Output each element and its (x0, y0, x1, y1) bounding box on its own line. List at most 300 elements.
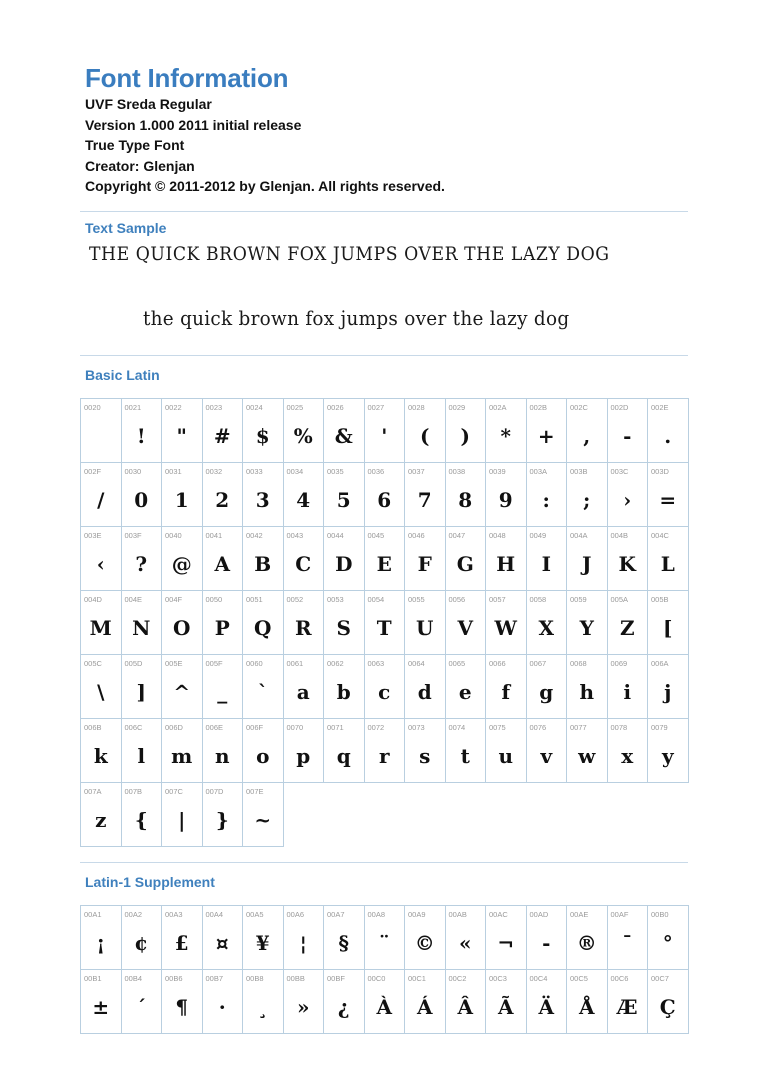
codepoint-label: 00B6 (165, 974, 183, 983)
glyph: x (621, 744, 634, 768)
codepoint-label: 0031 (165, 467, 182, 476)
glyph: ¥ (255, 931, 270, 955)
glyph: V (457, 616, 474, 640)
codepoint-label: 00A7 (327, 910, 345, 919)
glyph-cell (486, 719, 527, 783)
glyph-cell (608, 527, 649, 591)
glyph: e (458, 680, 472, 704)
glyph-cell (81, 719, 122, 783)
glyph: 9 (498, 488, 513, 512)
glyph-cell (648, 719, 689, 783)
codepoint-label: 004B (610, 531, 629, 540)
codepoint-label: 006F (246, 723, 264, 732)
glyph: N (132, 616, 151, 640)
codepoint-label: 00B1 (84, 974, 102, 983)
codepoint-label: 0058 (529, 595, 547, 604)
glyph: X (538, 616, 555, 640)
glyph: ¿ (337, 995, 350, 1019)
glyph-cell (608, 970, 649, 1034)
codepoint-label: 0052 (286, 595, 304, 604)
glyph-cell (405, 399, 446, 463)
glyph: ± (92, 995, 110, 1019)
glyph-cell (486, 906, 527, 970)
glyph: I (541, 552, 551, 576)
glyph: " (176, 424, 187, 448)
codepoint-label: 0020 (84, 403, 101, 412)
codepoint-label: 0063 (367, 659, 385, 668)
codepoint-label: 0070 (286, 723, 304, 732)
glyph-cell (162, 399, 203, 463)
glyph: , (583, 424, 591, 448)
glyph: L (660, 552, 675, 576)
glyph: D (335, 552, 353, 576)
glyph: Â (457, 995, 474, 1019)
codepoint-label: 007A (84, 787, 102, 796)
glyph-cell (527, 970, 568, 1034)
glyph: - (542, 931, 551, 955)
codepoint-label: 00B4 (124, 974, 143, 983)
glyph: Y (579, 616, 594, 640)
glyph-cell (405, 906, 446, 970)
glyph: r (378, 744, 390, 768)
latin1-supplement-heading: Latin-1 Supplement (85, 874, 215, 890)
glyph-cell (527, 463, 568, 527)
glyph-cell (486, 463, 527, 527)
glyph-cell (81, 527, 122, 591)
codepoint-label: 003F (124, 531, 142, 540)
glyph-cell (324, 655, 365, 719)
glyph-cell (284, 655, 325, 719)
glyph: u (498, 744, 514, 768)
codepoint-label: 0029 (448, 403, 466, 412)
glyph: q (336, 744, 351, 768)
codepoint-label: 00A9 (408, 910, 426, 919)
codepoint-label: 00BB (286, 974, 305, 983)
codepoint-label: 0055 (408, 595, 425, 604)
glyph: : (542, 488, 550, 512)
glyph: ° (662, 931, 673, 955)
glyph-cell (486, 655, 527, 719)
glyph-cell (243, 906, 284, 970)
codepoint-label: 0054 (367, 595, 385, 604)
glyph: ¡ (96, 931, 106, 955)
glyph-cell (486, 527, 527, 591)
glyph-cell (648, 906, 689, 970)
glyph: J (582, 552, 592, 576)
codepoint-label: 00C0 (367, 974, 386, 983)
glyph: P (214, 616, 230, 640)
glyph-cell (81, 591, 122, 655)
codepoint-label: 00C6 (610, 974, 629, 983)
glyph-cell (122, 906, 163, 970)
glyph: ` (257, 680, 268, 704)
glyph-cell (365, 970, 406, 1034)
glyph: F (417, 552, 432, 576)
codepoint-label: 002B (529, 403, 548, 412)
codepoint-label: 005A (610, 595, 629, 604)
glyph-cell (162, 906, 203, 970)
glyph: À (376, 995, 393, 1019)
codepoint-label: 00A5 (246, 910, 264, 919)
codepoint-label: 007C (165, 787, 183, 796)
codepoint-label: 002F (84, 467, 102, 476)
glyph: c (378, 680, 391, 704)
font-name: UVF Sreda Regular (85, 96, 212, 112)
glyph-cell (324, 527, 365, 591)
codepoint-label: 0048 (489, 531, 506, 540)
basic-latin-heading: Basic Latin (85, 367, 160, 383)
glyph-cell (122, 655, 163, 719)
glyph-cell (203, 399, 244, 463)
glyph-cell (608, 719, 649, 783)
codepoint-label: 005D (124, 659, 143, 668)
glyph-cell (243, 527, 284, 591)
font-info-block (85, 94, 445, 197)
glyph: C (295, 552, 312, 576)
codepoint-label: 006E (205, 723, 224, 732)
glyph: W (494, 616, 517, 640)
glyph: l (137, 744, 146, 768)
glyph: ¸ (257, 995, 268, 1019)
codepoint-label: 003C (610, 467, 629, 476)
glyph-cell (446, 906, 487, 970)
glyph: ‹ (96, 552, 105, 576)
glyph: \ (97, 680, 105, 704)
glyph: Æ (616, 995, 638, 1019)
codepoint-label: 00C5 (570, 974, 588, 983)
glyph-cell (405, 970, 446, 1034)
codepoint-label: 005C (84, 659, 102, 668)
codepoint-label: 0032 (205, 467, 223, 476)
glyph-cell (567, 527, 608, 591)
glyph-cell (243, 655, 284, 719)
glyph: b (336, 680, 351, 704)
codepoint-label: 0042 (246, 531, 263, 540)
codepoint-label: 0038 (448, 467, 466, 476)
glyph-cell (405, 463, 446, 527)
codepoint-label: 0023 (205, 403, 223, 412)
codepoint-label: 0028 (408, 403, 425, 412)
codepoint-label: 006A (651, 659, 669, 668)
glyph-cell (527, 399, 568, 463)
glyph-cell (567, 906, 608, 970)
codepoint-label: 00AF (610, 910, 629, 919)
codepoint-label: 0071 (327, 723, 344, 732)
glyph-cell (648, 399, 689, 463)
glyph: s (419, 744, 431, 768)
codepoint-label: 00A3 (165, 910, 183, 919)
codepoint-label: 0040 (165, 531, 182, 540)
codepoint-label: 0072 (367, 723, 385, 732)
glyph: 5 (336, 488, 351, 512)
codepoint-label: 002E (651, 403, 669, 412)
glyph-cell (527, 527, 568, 591)
codepoint-label: 00C2 (448, 974, 467, 983)
glyph: d (417, 680, 432, 704)
codepoint-label: 0067 (529, 659, 547, 668)
codepoint-label: 0046 (408, 531, 425, 540)
glyph: { (134, 808, 148, 832)
glyph-cell (243, 463, 284, 527)
glyph-cell (284, 970, 325, 1034)
font-creator: Creator: Glenjan (85, 157, 195, 174)
glyph: G (456, 552, 474, 576)
codepoint-label: 002C (570, 403, 588, 412)
glyph: / (97, 488, 105, 512)
codepoint-label: 00C4 (529, 974, 548, 983)
glyph-cell (284, 906, 325, 970)
glyph-cell (162, 527, 203, 591)
glyph-cell (608, 399, 649, 463)
codepoint-label: 002D (610, 403, 629, 412)
glyph-cell (81, 970, 122, 1034)
sample-uppercase: THE QUICK BROWN FOX JUMPS OVER THE LAZY DOG (89, 244, 610, 265)
glyph: m (171, 744, 193, 768)
glyph-cell (203, 591, 244, 655)
glyph: 8 (458, 488, 473, 512)
glyph: £ (174, 931, 189, 955)
codepoint-label: 0057 (489, 595, 506, 604)
glyph: a (296, 680, 310, 704)
codepoint-label: 0051 (246, 595, 263, 604)
glyph-cell (486, 970, 527, 1034)
glyph: - (623, 424, 632, 448)
codepoint-label: 00A4 (205, 910, 224, 919)
glyph: Ç (659, 995, 676, 1019)
glyph: ^ (173, 680, 191, 704)
font-version: Version 1.000 2011 initial release (85, 116, 302, 133)
glyph: » (297, 995, 310, 1019)
codepoint-label: 004A (570, 531, 588, 540)
glyph-cell (203, 655, 244, 719)
codepoint-label: 0065 (448, 659, 466, 668)
glyph: · (218, 995, 226, 1019)
glyph-cell (446, 527, 487, 591)
glyph-cell (243, 399, 284, 463)
glyph-cell (203, 527, 244, 591)
codepoint-label: 00AD (529, 910, 549, 919)
glyph-cell (162, 719, 203, 783)
glyph-cell (243, 591, 284, 655)
glyph: ¬ (497, 931, 515, 955)
glyph: w (578, 744, 596, 768)
codepoint-label: 0078 (610, 723, 628, 732)
latin1-supplement-grid (80, 905, 689, 1034)
codepoint-label: 0039 (489, 467, 506, 476)
glyph-cell (648, 970, 689, 1034)
glyph-cell (122, 783, 163, 847)
codepoint-label: 00B0 (651, 910, 669, 919)
glyph-cell (365, 399, 406, 463)
codepoint-label: 007B (124, 787, 143, 796)
codepoint-label: 003E (84, 531, 102, 540)
glyph-cell (122, 970, 163, 1034)
glyph-cell (324, 399, 365, 463)
glyph-cell (324, 906, 365, 970)
glyph-cell (203, 719, 244, 783)
codepoint-label: 0074 (448, 723, 466, 732)
glyph: y (661, 744, 674, 768)
codepoint-label: 0073 (408, 723, 425, 732)
codepoint-label: 0053 (327, 595, 344, 604)
glyph-cell (162, 783, 203, 847)
glyph: o (256, 744, 270, 768)
codepoint-label: 00A6 (286, 910, 305, 919)
codepoint-label: 0069 (610, 659, 628, 668)
codepoint-label: 00C3 (489, 974, 507, 983)
codepoint-label: 00B7 (205, 974, 224, 983)
glyph-cell (648, 527, 689, 591)
codepoint-label: 0079 (651, 723, 668, 732)
glyph-cell (81, 906, 122, 970)
glyph-cell (567, 591, 608, 655)
codepoint-label: 0045 (367, 531, 385, 540)
glyph-cell (203, 783, 244, 847)
glyph-cell (81, 783, 122, 847)
glyph-cell (567, 970, 608, 1034)
glyph: ´ (136, 995, 147, 1019)
codepoint-label: 0035 (327, 467, 344, 476)
glyph: Ã (497, 995, 514, 1019)
codepoint-label: 0061 (286, 659, 304, 668)
glyph: › (623, 488, 632, 512)
glyph: n (214, 744, 230, 768)
glyph-cell (162, 970, 203, 1034)
glyph: ' (381, 424, 388, 448)
glyph-cell (122, 399, 163, 463)
glyph-cell (648, 591, 689, 655)
glyph: f (501, 680, 511, 704)
codepoint-label: 004F (165, 595, 183, 604)
glyph-cell (567, 399, 608, 463)
glyph-cell (567, 463, 608, 527)
glyph-cell (608, 906, 649, 970)
glyph: Á (416, 995, 433, 1019)
codepoint-label: 00C7 (651, 974, 669, 983)
codepoint-label: 005F (205, 659, 223, 668)
codepoint-label: 0066 (489, 659, 506, 668)
glyph: R (294, 616, 312, 640)
glyph: z (95, 808, 107, 832)
codepoint-label: 0043 (286, 531, 304, 540)
glyph: ~ (254, 808, 272, 832)
glyph-cell (365, 655, 406, 719)
codepoint-label: 00A1 (84, 910, 102, 919)
glyph-cell (405, 591, 446, 655)
glyph: ¤ (215, 931, 229, 955)
glyph: Q (254, 616, 272, 640)
divider (80, 211, 688, 212)
glyph-cell (527, 591, 568, 655)
codepoint-label: 006D (165, 723, 183, 732)
glyph: ? (135, 552, 148, 576)
glyph-cell (608, 463, 649, 527)
codepoint-label: 0027 (367, 403, 385, 412)
codepoint-label: 007E (246, 787, 264, 796)
glyph: 6 (377, 488, 392, 512)
codepoint-label: 00AE (570, 910, 589, 919)
glyph: . (664, 424, 672, 448)
glyph: k (93, 744, 108, 768)
glyph-cell (365, 906, 406, 970)
glyph-cell (162, 591, 203, 655)
codepoint-label: 007D (205, 787, 224, 796)
font-copyright: Copyright © 2011-2012 by Glenjan. All rights reserved. (85, 178, 445, 195)
codepoint-label: 00C1 (408, 974, 426, 983)
glyph-cell (81, 399, 122, 463)
glyph: T (376, 616, 392, 640)
glyph: ® (576, 931, 597, 955)
codepoint-label: 0024 (246, 403, 263, 412)
glyph-cell (365, 463, 406, 527)
glyph: O (173, 616, 191, 640)
codepoint-label: 0033 (246, 467, 263, 476)
glyph-cell (81, 655, 122, 719)
glyph-cell (243, 970, 284, 1034)
glyph: & (334, 424, 353, 448)
glyph: | (178, 808, 186, 832)
glyph: } (215, 808, 229, 832)
glyph-cell (446, 719, 487, 783)
sample-lowercase: the quick brown fox jumps over the lazy dog (143, 306, 570, 330)
glyph-cell (608, 591, 649, 655)
glyph: « (459, 931, 472, 955)
codepoint-label: 006C (124, 723, 143, 732)
glyph: p (296, 744, 311, 768)
codepoint-label: 005E (165, 659, 183, 668)
glyph-cell (203, 463, 244, 527)
codepoint-label: 0037 (408, 467, 425, 476)
glyph-cell (648, 655, 689, 719)
codepoint-label: 004D (84, 595, 102, 604)
glyph: 1 (174, 488, 189, 512)
codepoint-label: 003B (570, 467, 588, 476)
glyph-cell (284, 463, 325, 527)
glyph: M (89, 616, 112, 640)
glyph: ! (136, 424, 146, 448)
glyph-cell (648, 463, 689, 527)
glyph: ; (583, 488, 591, 512)
glyph: 0 (134, 488, 149, 512)
glyph: § (338, 931, 349, 955)
glyph: i (623, 680, 632, 704)
glyph: Ä (538, 995, 555, 1019)
glyph: ¢ (134, 931, 149, 955)
glyph-cell (203, 906, 244, 970)
codepoint-label: 0056 (448, 595, 466, 604)
glyph: 2 (215, 488, 230, 512)
glyph: ¦ (299, 931, 307, 955)
glyph-cell (567, 655, 608, 719)
glyph-cell (162, 655, 203, 719)
codepoint-label: 0077 (570, 723, 587, 732)
glyph-cell (486, 591, 527, 655)
glyph-cell (243, 719, 284, 783)
glyph: # (213, 424, 231, 448)
font-type: True Type Font (85, 137, 185, 154)
glyph: E (376, 552, 392, 576)
codepoint-label: 0041 (205, 531, 223, 540)
glyph-cell (324, 591, 365, 655)
codepoint-label: 0022 (165, 403, 182, 412)
glyph: g (539, 680, 554, 704)
codepoint-label: 0044 (327, 531, 344, 540)
codepoint-label: 003A (529, 467, 548, 476)
glyph-cell (446, 463, 487, 527)
glyph: A (214, 552, 231, 576)
codepoint-label: 0062 (327, 659, 344, 668)
glyph: 3 (255, 488, 270, 512)
